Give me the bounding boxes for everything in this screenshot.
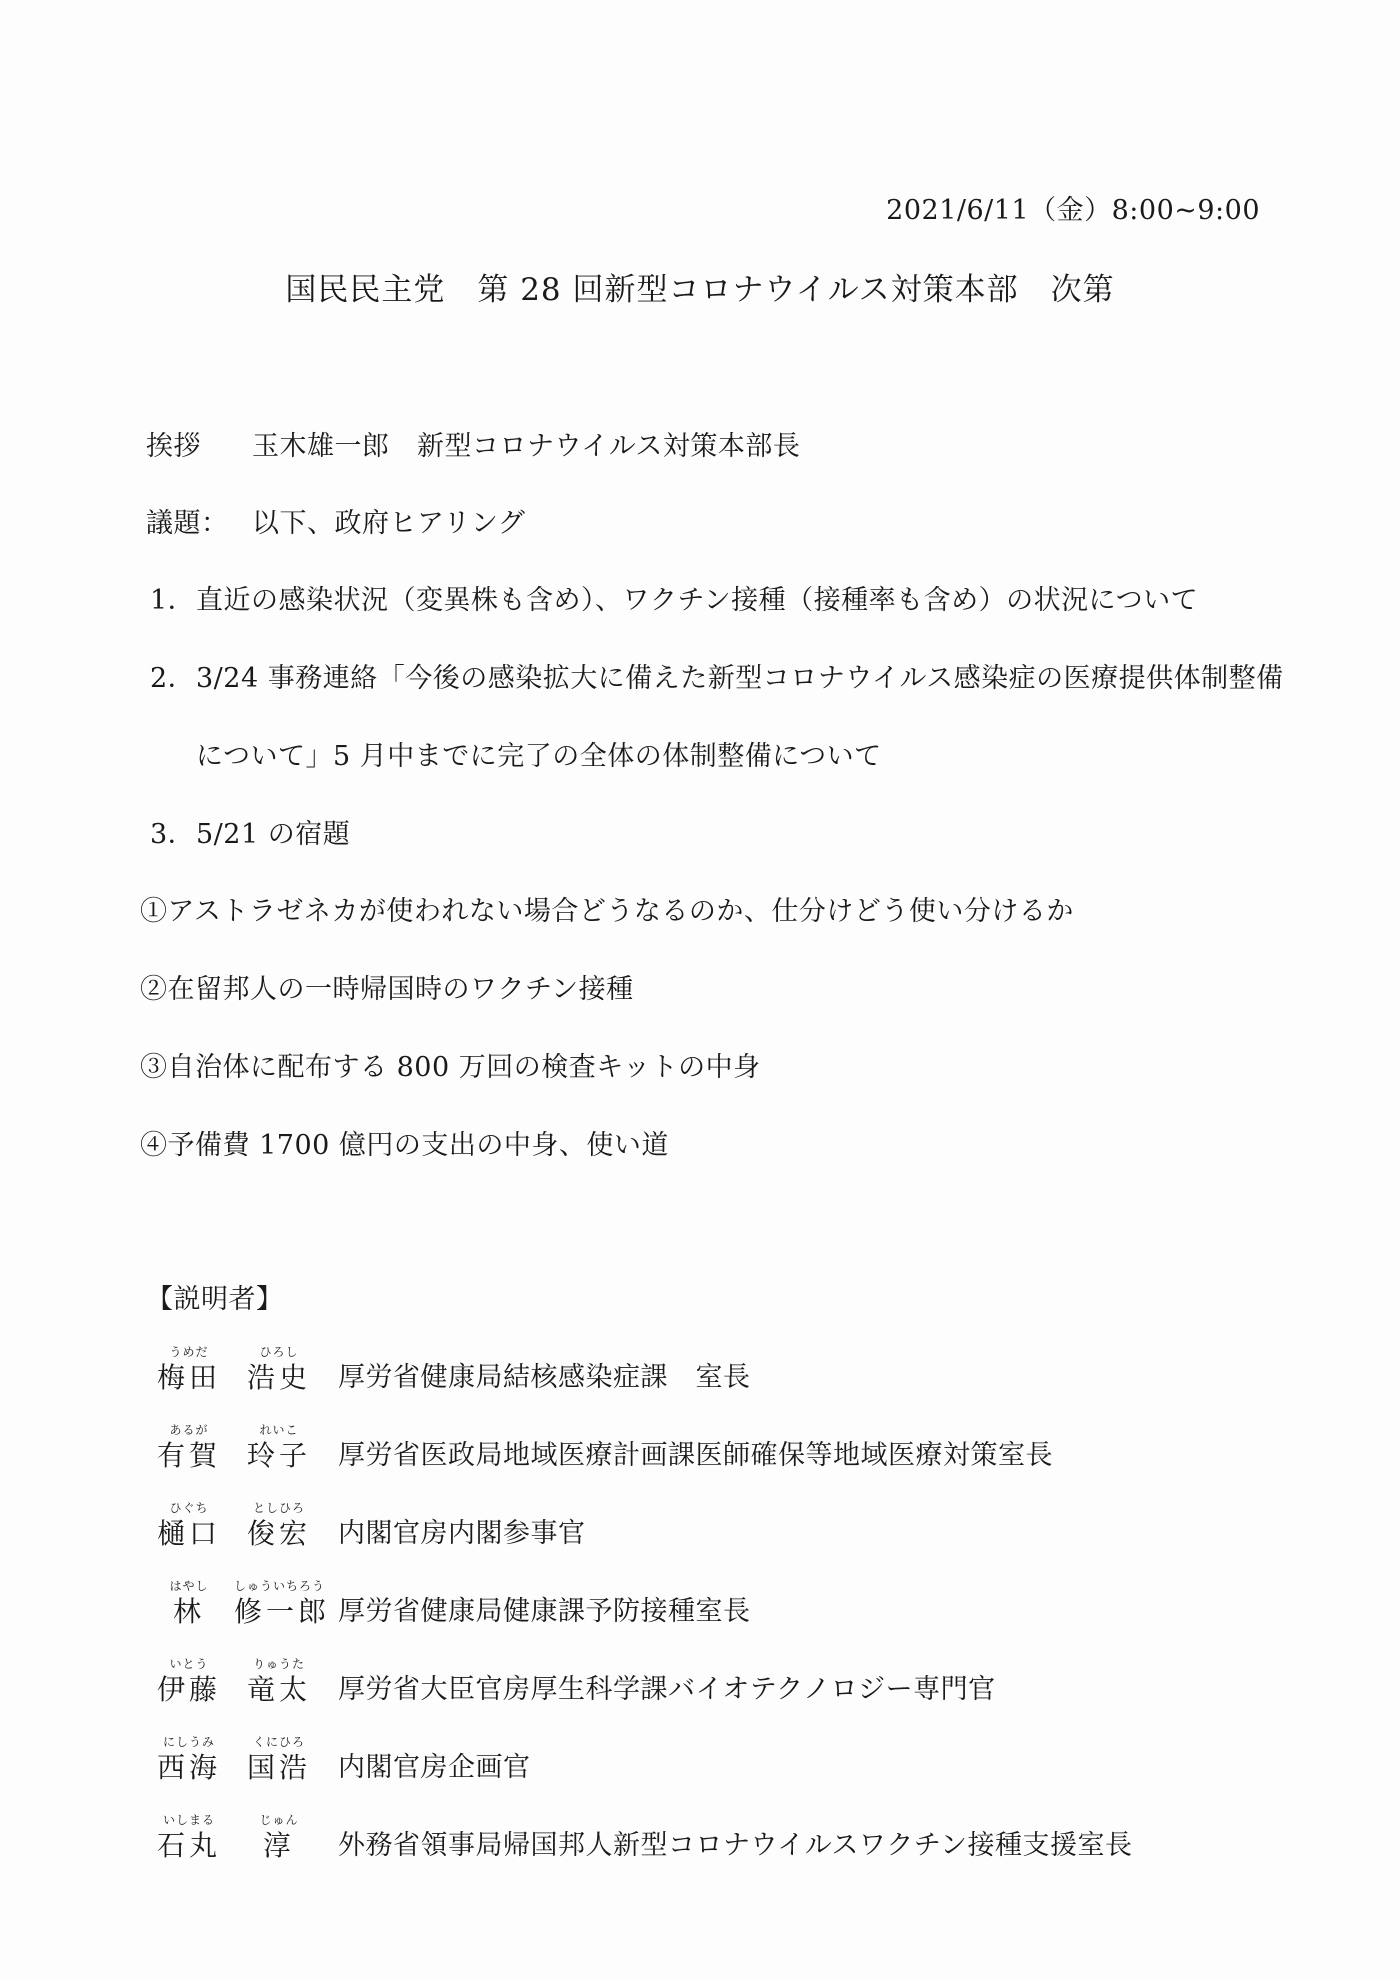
family-name-reading: あるが — [169, 1423, 209, 1437]
family-name: 西海 — [156, 1751, 221, 1784]
presenter-row — [144, 1812, 1284, 1876]
given-name: 修一郎 — [234, 1595, 331, 1628]
agenda-text: 以下、政府ヒアリング — [252, 508, 526, 539]
greeting-label: 挨拶 — [146, 431, 201, 462]
given-name: 竜太 — [246, 1673, 311, 1706]
agenda-item-number: 2． — [150, 663, 196, 694]
family-name: 有賀 — [156, 1439, 221, 1472]
presenter-given-name — [234, 1656, 324, 1708]
agenda-item-text: 3/24 事務連絡「今後の感染拡大に備えた新型コロナウイルス感染症の医療提供体制整備 — [196, 663, 1284, 694]
family-name: 樋口 — [156, 1517, 221, 1550]
family-name-reading: ひぐち — [169, 1501, 209, 1515]
family-name-reading: いとう — [169, 1657, 209, 1671]
agenda-item-number: 1． — [150, 585, 196, 616]
presenter-given-name — [234, 1422, 324, 1474]
presenter-row — [144, 1500, 1284, 1564]
presenter-title: 内閣官房企画官 — [338, 1752, 531, 1783]
family-name-reading: うめだ — [169, 1345, 209, 1359]
given-name-reading: くにひろ — [252, 1735, 305, 1749]
given-name: 俊宏 — [246, 1517, 311, 1550]
presenter-given-name — [234, 1344, 324, 1396]
family-name: 梅田 — [156, 1361, 221, 1394]
given-name-reading: じゅん — [259, 1813, 299, 1827]
presenter-row — [144, 1656, 1284, 1720]
agenda-item-2-continuation: について」5 月中までに完了の全体の体制整備について — [196, 741, 882, 772]
meeting-date: 2021/6/11（金）8:00~9:00 — [886, 195, 1260, 226]
presenter-title: 厚労省健康局結核感染症課 室長 — [338, 1362, 751, 1393]
presenter-family-name — [144, 1812, 234, 1864]
greeting-text: 玉木雄一郎 新型コロナウイルス対策本部長 — [252, 431, 801, 462]
family-name-reading: はやし — [169, 1579, 209, 1593]
presenter-family-name — [144, 1422, 234, 1474]
presenter-given-name — [234, 1812, 324, 1864]
given-name: 玲子 — [246, 1439, 311, 1472]
given-name-reading: れいこ — [259, 1423, 299, 1437]
given-name: 淳 — [262, 1829, 295, 1862]
presenter-title: 厚労省健康局健康課予防接種室長 — [338, 1596, 751, 1627]
family-name-reading: にしうみ — [162, 1735, 215, 1749]
given-name: 浩史 — [246, 1361, 311, 1394]
presenter-given-name — [234, 1734, 324, 1786]
agenda-item-text: 直近の感染状況（変異株も含め）、ワクチン接種（接種率も含め）の状況について — [196, 585, 1199, 616]
family-name: 石丸 — [156, 1829, 221, 1862]
family-name-reading: いしまる — [162, 1813, 215, 1827]
agenda-item-2 — [150, 656, 1284, 695]
presenter-row — [144, 1578, 1284, 1642]
given-name-reading: りゅうた — [252, 1657, 305, 1671]
agenda-item-text: 5/21 の宿題 — [196, 819, 351, 850]
family-name: 林 — [172, 1595, 205, 1628]
presenter-given-name — [234, 1578, 331, 1630]
presenter-row — [144, 1422, 1284, 1486]
agenda-item-3 — [150, 812, 350, 851]
presenter-title: 厚労省医政局地域医療計画課医師確保等地域医療対策室長 — [338, 1440, 1053, 1471]
presenter-title: 外務省領事局帰国邦人新型コロナウイルスワクチン接種支援室長 — [338, 1830, 1133, 1861]
presenter-family-name — [144, 1656, 234, 1708]
presenter-title: 内閣官房内閣参事官 — [338, 1518, 586, 1549]
presenter-family-name — [144, 1500, 234, 1552]
presenter-family-name — [144, 1578, 234, 1630]
document-title: 国民民主党 第 28 回新型コロナウイルス対策本部 次第 — [285, 272, 1115, 308]
agenda-item-number: 3． — [150, 819, 196, 850]
family-name: 伊藤 — [156, 1673, 221, 1706]
homework-item-4: ④予備費 1700 億円の支出の中身、使い道 — [140, 1130, 669, 1161]
given-name: 国浩 — [246, 1751, 311, 1784]
given-name-reading: としひろ — [252, 1501, 305, 1515]
homework-item-2: ②在留邦人の一時帰国時のワクチン接種 — [140, 974, 634, 1005]
agenda-item-1 — [150, 578, 1198, 617]
presenter-family-name — [144, 1734, 234, 1786]
presenter-row — [144, 1734, 1284, 1798]
presenter-family-name — [144, 1344, 234, 1396]
homework-item-3: ③自治体に配布する 800 万回の検査キットの中身 — [140, 1052, 761, 1083]
homework-item-1: ①アストラゼネカが使われない場合どうなるのか、仕分けどう使い分けるか — [140, 896, 1074, 927]
given-name-reading: しゅういちろう — [234, 1579, 326, 1593]
presenter-given-name — [234, 1500, 324, 1552]
agenda-label: 議題： — [146, 508, 229, 539]
presenter-title: 厚労省大臣官房厚生科学課バイオテクノロジー専門官 — [338, 1674, 996, 1705]
given-name-reading: ひろし — [259, 1345, 299, 1359]
presenters-heading: 【説明者】 — [146, 1284, 284, 1315]
presenter-row — [144, 1344, 1284, 1408]
